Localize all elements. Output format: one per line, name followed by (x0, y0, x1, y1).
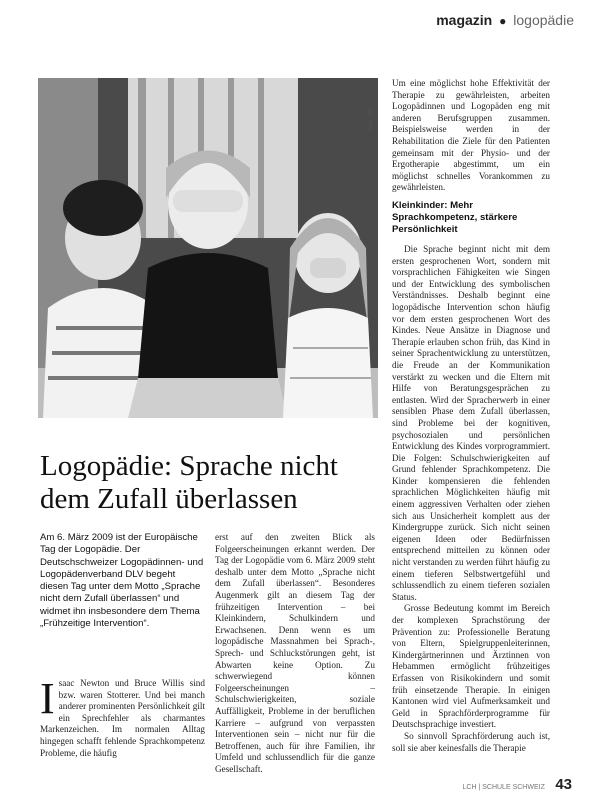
article-headline: Logopädie: Sprache nicht dem Zufall überlassen (40, 450, 338, 515)
body-text-column-1: saac Newton und Bruce Willis sind bzw. waren Stotterer. Und bei manch anderer prominenten Persönlichkeit gilt ein Sprechfehler als charmantes Markenzeichen. Im normalen Alltag hingegen schafft fehlende Sprachkompetenz Probleme, die häufig (40, 678, 205, 758)
paragraph-prevention: Grosse Bedeutung kommt im Bereich der komplexen Sprachstörung der Prävention zu: Professionelle Beratung von Eltern, Spielgruppenleiterinnen, Kindergärtnerinnen und Ärztinnen von Hebammen ermöglicht frühzeitiges Erfassen von Risikokindern und somit früh einsetzende Therapie. In einigen Kantonen wird viel Aufmerksamkeit und Geld in Sprachförderprogramme für Deutschsprachige investiert. (392, 603, 550, 730)
body-column-2 (215, 532, 375, 775)
section-subheading: Kleinkinder: Mehr Sprachkompetenz, stärkere Persönlichkeit (392, 200, 518, 235)
photo-illustration (38, 78, 378, 418)
children-photo (38, 78, 378, 418)
body-column-3-bottom (392, 244, 550, 754)
body-column-3-top (392, 78, 550, 194)
section-header (436, 12, 574, 28)
paragraph-conclusion: So sinnvoll Sprachförderung auch ist, soll sie aber keinesfalls die Therapie (392, 730, 550, 753)
article-lead: Am 6. März 2009 ist der Europäische Tag der Logopädie. Der Deutschschweizer Logopädinnen- und Logopädenverband DLV begeht diesen Tag unter dem Motto „Sprache nicht dem Zufall überlassen“ und widmet ihn insbesondere dem Thema „Frühzeitige Intervention“. (40, 532, 204, 630)
publication-source: LCH | SCHULE SCHWEIZ (462, 784, 545, 791)
body-text-column-2: erst auf den zweiten Blick als Folgeerscheinungen erkannt werden. Der Tag der Logopädie vom 6. März 2009 steht deshalb unter dem Motto „Sprache nicht dem Zufall überlassen“. Besonderes Augenmerk gilt an diesem Tag der frühzeitigen Intervention – bei Kleinkindern, Schulkindern und Erwachsenen. Denn wenn es um logopädische Massnahmen bei Sprach-, Sprech- und Schluckstörungen geht, ist Abwarten keine Option. Zu schwerwiegend können Folgeerscheinungen – Schulschwierigkeiten, soziale Auffälligkeit, Probleme in der beruflichen Karriere – aufgrund von verpassten Interventionen sein – nicht nur für die Betroffenen, auch für ihre Familien, ihr Umfeld und schlussendlich für die ganze Gesellschaft. (215, 532, 375, 774)
page-number: 43 (555, 776, 572, 793)
subsection-name: logopädie (513, 12, 574, 28)
section-bullet: ● (499, 14, 507, 28)
drop-cap: I (40, 674, 55, 723)
photo-credit: Foto: ZVG (368, 106, 374, 130)
body-text-column-3-top: Um eine möglichst hohe Effektivität der Therapie zu gewährleisten, arbeiten Logopädinnen und Logopäden eng mit anderen Berufsgruppen zusammen. Beispielsweise werden in der Rehabilitation die Ziele für den Patienten gemeinsam mit der Physio- und der Ergotherapie abgestimmt, um ein möglichst schnelles Vorankommen zu gewährleisten. (392, 78, 550, 193)
section-name: magazin (436, 12, 493, 28)
body-column-1 (40, 674, 205, 759)
page-footer (463, 776, 572, 794)
paragraph-early-childhood: Die Sprache beginnt nicht mit dem ersten gesprochenen Wort, sondern mit vorsprachlichen Fähigkeiten wie Singen und der Entwicklung des symbolischen Verständnisses. Deshalb beginnt eine logopädische Intervention schon häufig vor dem ersten gesprochenen Wort des Kindes. Neue Ansätze in Diagnose und Therapie erlauben schon früh, das Kind in seiner Sprachentwicklung zu unterstützen, die Freude an der Kommunikation verstärkt zu wecken und die Eltern mit Hilfe von Beratungsgesprächen zu entlasten. Wird der Spracherwerb in einer sensiblen Phase dem Zufall überlassen, sind Probleme bei der kognitiven, psychosozialen und persönlichen Entwicklung des Kindes vorprogrammiert. Die Folgen: Schulschwierigkeiten auf Grund fehlender Sprachkompetenz. Die Kinder kompensieren die fehlenden sprachlichen Möglichkeiten häufig mit einem aggressiven Verhalten oder ziehen sich aus Unsicherheit komplett aus der Kindergruppe zurück. Sich nicht seinen eigenen Ideen oder Bedürfnissen entsprechend mitteilen zu können oder nicht verstanden zu werden führt häufig zu einem tieferen Selbstwertgefühl und schlussendlich zu einem tieferen sozialen Status. (392, 244, 550, 602)
